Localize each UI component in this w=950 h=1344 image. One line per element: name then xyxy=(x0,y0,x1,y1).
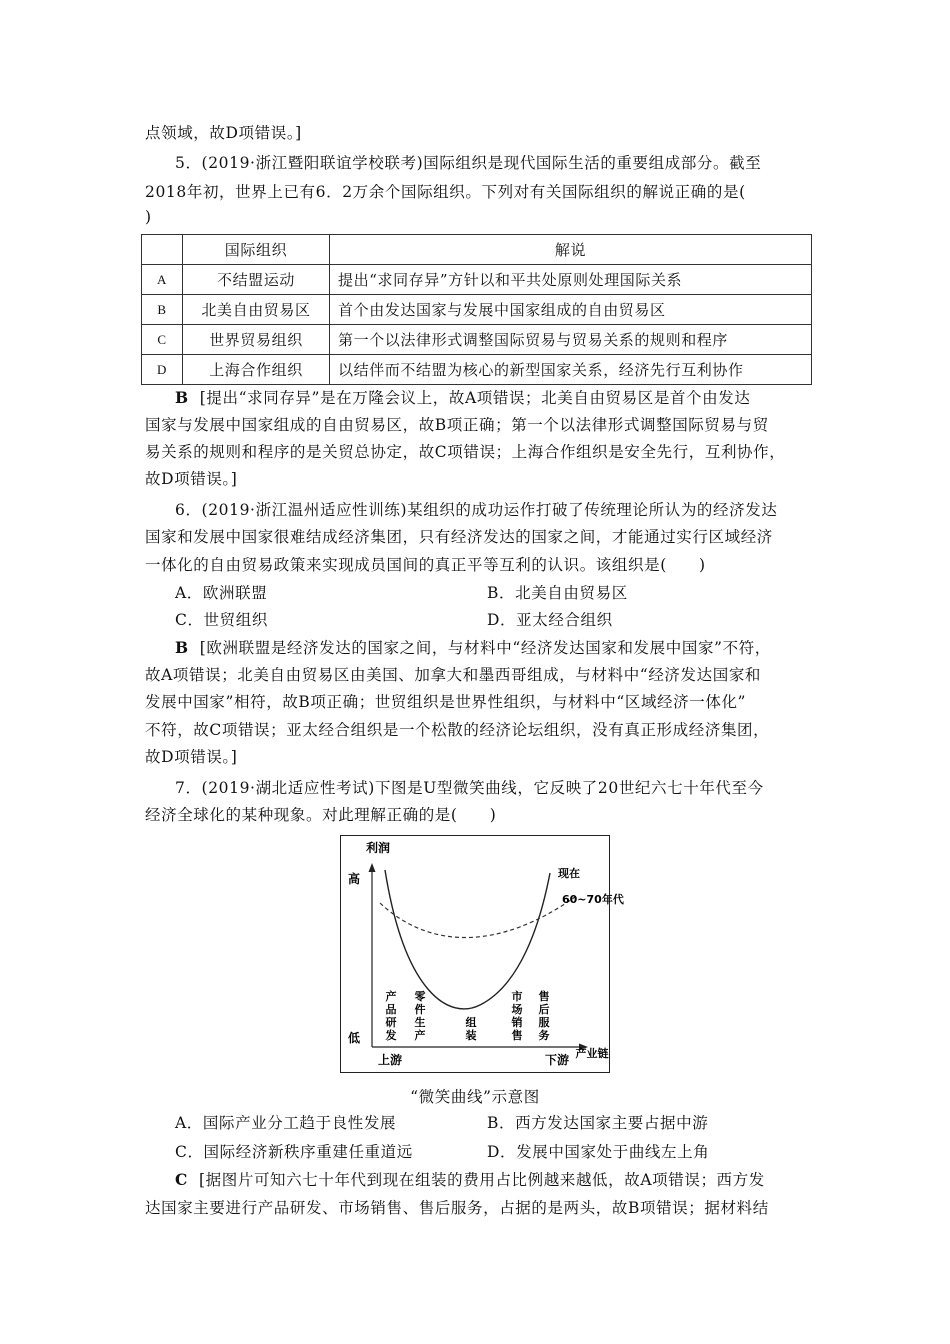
table-cell: B xyxy=(142,295,183,325)
smile-curve-svg xyxy=(340,835,624,1073)
stage-label: 市场销售 xyxy=(511,990,523,1042)
y-high-label: 高 xyxy=(348,872,361,886)
answer-6-line xyxy=(175,638,771,658)
table-cell: 不结盟运动 xyxy=(183,265,330,295)
figure-caption: “微笑曲线”示意图 xyxy=(410,1088,540,1106)
answer-label: B xyxy=(175,638,189,657)
table-cell: 提出“求同存异”方针以和平共处原则处理国际关系 xyxy=(330,265,812,295)
x-axis-label: 产业链 xyxy=(575,1047,609,1060)
answer-5-line: 易关系的规则和程序的是关贸总协定，故C项错误；上海合作组织是安全先行，互利协作， xyxy=(145,443,786,461)
stage-label: 组装 xyxy=(465,1016,477,1042)
answer-5-line: 故D项错误。] xyxy=(145,470,238,488)
table-header-cell xyxy=(142,235,183,265)
option-d: D．发展中国家处于曲线左上角 xyxy=(487,1143,710,1161)
option-c: C．国际经济新秩序重建任重道远 xyxy=(175,1143,413,1161)
table-cell: A xyxy=(142,265,183,295)
x-upstream-label: 上游 xyxy=(378,1053,403,1067)
stage-label: 零件生产 xyxy=(414,990,426,1042)
option-b: B．北美自由贸易区 xyxy=(487,584,628,602)
answer-5-line: 国家与发展中国家组成的自由贸易区，故B项正确；第一个以法律形式调整国际贸易与贸 xyxy=(145,416,769,434)
table-cell: 世界贸易组织 xyxy=(183,325,330,355)
curve-now xyxy=(385,870,550,1009)
table-cell: 北美自由贸易区 xyxy=(183,295,330,325)
table-cell: 第一个以法律形式调整国际贸易与贸易关系的规则和程序 xyxy=(330,325,812,355)
y-axis-arrow-icon xyxy=(369,863,376,872)
x-downstream-label: 下游 xyxy=(545,1053,570,1067)
answer-6-line: 发展中国家”相符，故B项正确；世贸组织是世界性组织，与材料中“区域经济一体化” xyxy=(145,693,747,711)
answer-6-line: 不符，故C项错误；亚太经合组织是一个松散的经济论坛组织，没有真正形成经济集团， xyxy=(145,721,770,739)
question-6-line: 一体化的自由贸易政策来实现成员国间的真正平等互利的认识。该组织是( ) xyxy=(145,556,706,574)
org-table xyxy=(141,234,812,385)
curve-past-label: 60~70年代 xyxy=(562,893,624,906)
option-a: A．欧洲联盟 xyxy=(175,584,268,602)
answer-6-line: 故A项错误；北美自由贸易区由美国、加拿大和墨西哥组成，与材料中“经济发达国家和 xyxy=(145,666,762,684)
table-cell: 首个由发达国家与发展中国家组成的自由贸易区 xyxy=(330,295,812,325)
table-header-cell: 解说 xyxy=(330,235,812,265)
y-axis-label: 利润 xyxy=(366,841,391,855)
option-a: A．国际产业分工趋于良性发展 xyxy=(175,1114,397,1132)
option-d: D．亚太经合组织 xyxy=(487,611,613,629)
table-cell: D xyxy=(142,355,183,385)
table-header-row xyxy=(142,235,812,265)
table-row xyxy=(142,355,812,385)
stage-label: 产品研发 xyxy=(385,990,397,1042)
question-5-line: 5．(2019·浙江暨阳联谊学校联考)国际组织是现代国际生活的重要组成部分。截至 xyxy=(175,154,762,172)
question-5-line: 2018年初，世界上已有6．2万余个国际组织。下列对有关国际组织的解说正确的是( xyxy=(145,183,746,201)
answer-text: [据图片可知六七十年代到现在组装的费用占比例越来越低，故A项错误；西方发 xyxy=(199,1171,765,1189)
answer-text: [提出“求同存异”是在万隆会议上，故A项错误；北美自由贸易区是首个由发达 xyxy=(199,389,751,407)
table-row xyxy=(142,325,812,355)
table-row xyxy=(142,295,812,325)
smile-curve-figure xyxy=(340,835,624,1073)
table-cell: 以结伴而不结盟为核心的新型国家关系，经济先行互利协作 xyxy=(330,355,812,385)
answer-label: C xyxy=(175,1170,188,1189)
table-cell: C xyxy=(142,325,183,355)
option-c: C．世贸组织 xyxy=(175,611,268,629)
table-cell: 上海合作组织 xyxy=(183,355,330,385)
question-7-line: 7．(2019·湖北适应性考试)下图是U型微笑曲线，它反映了20世纪六七十年代至今 xyxy=(175,779,764,797)
table-header-cell: 国际组织 xyxy=(183,235,330,265)
question-6-line: 6．(2019·浙江温州适应性训练)某组织的成功运作打破了传统理论所认为的经济发达 xyxy=(175,501,778,519)
curve-now-label: 现在 xyxy=(558,867,580,880)
answer-text: [欧洲联盟是经济发达的国家之间，与材料中“经济发达国家和发展中国家”不符， xyxy=(199,639,771,657)
answer-7-line: 达国家主要进行产品研发、市场销售、售后服务，占据的是两头，故B项错误；据材料结 xyxy=(145,1199,769,1217)
y-low-label: 低 xyxy=(348,1031,361,1045)
answer-7-line xyxy=(175,1170,765,1190)
answer-5-line xyxy=(175,388,750,408)
option-b: B．西方发达国家主要占据中游 xyxy=(487,1114,709,1132)
answer-label: B xyxy=(175,388,189,407)
question-5-line: ) xyxy=(145,208,152,226)
question-7-line: 经济全球化的某种现象。对此理解正确的是( ) xyxy=(145,806,497,824)
table-row xyxy=(142,265,812,295)
stage-label: 售后服务 xyxy=(538,990,550,1042)
question-6-line: 国家和发展中国家很难结成经济集团，只有经济发达的国家之间，才能通过实行区域经济 xyxy=(145,528,773,546)
text-line: 点领域，故D项错误。] xyxy=(145,124,302,142)
stage-labels xyxy=(385,989,551,1042)
curve-1960s-70s xyxy=(380,897,575,938)
answer-6-line: 故D项错误。] xyxy=(145,748,238,766)
